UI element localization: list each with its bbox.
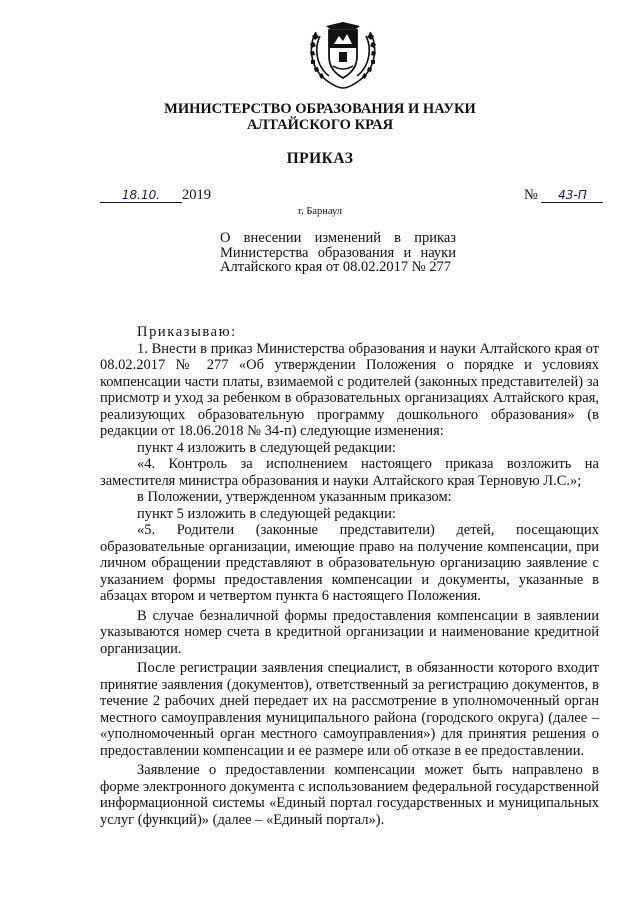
ministry-name-line-1: МИНИСТЕРСТВО ОБРАЗОВАНИЯ И НАУКИ [164, 101, 476, 117]
body-paragraph: «5. Родители (законные представители) детей, посещающих образовательные организации, имеющие право на получение компенсации, при личном обращении представляют в образовательную организацию заявление с указанием формы предоставления компенсации и документы, указанные в абзацах втором и четвертом пункта 6 настоящего Положения. [100, 522, 599, 604]
order-number [524, 187, 603, 204]
body-paragraph: В случае безналичной формы предоставления компенсации в заявлении указываются номер счета в кредитной организации и наименование кредитной организации. [100, 607, 599, 657]
ministry-name-line-2: АЛТАЙСКОГО КРАЯ [246, 117, 394, 133]
city-label: г. Барнаул [297, 206, 343, 217]
number-label: № [524, 187, 538, 203]
subject-line: О внесении изменений в приказ [220, 230, 456, 246]
order-date [100, 187, 211, 204]
body-paragraph: в Положении, утвержденном указанным приказом: [137, 489, 452, 505]
handwritten-number: 43-П [541, 189, 603, 203]
order-year: 2019 [182, 187, 211, 203]
body-paragraph: пункт 4 изложить в следующей редакции: [137, 439, 396, 456]
body-paragraph: 1. Внести в приказ Министерства образования и науки Алтайского края от 08.02.2017 № 277 «Об утверждении Положения о порядке и условиях компенсации части платы, взимаемой с родителей (законных представителей) за присмотр и уход за ребенком в образовательных организациях Алтайского края, реализующих образовательную программу дошкольного образования» (в редакции от 18.06.2018 № 34-п) следующие изменения: [100, 340, 599, 439]
body-paragraph: Заявление о предоставлении компенсации может быть направлено в форме электронного документа с использованием федеральной государственной информационной системы «Единый портал государственных и муниципальных услуг (функций)» (далее – «Единый портал»). [100, 762, 599, 828]
body-paragraph: После регистрации заявления специалист, в обязанности которого входит принятие заявления (документов), ответственный за регистрацию документов, в течение 2 рабочих дней передает их на рассмотрение в уполномоченный орган местного самоуправления муниципального района (городского округа) (далее – «уполномоченный орган местного самоуправления») для принятия решения о предоставлении компенсации и ее размере или об отказе в ее предоставлении. [100, 660, 599, 759]
body-paragraph: пункт 5 изложить в следующей редакции: [137, 505, 396, 522]
body-paragraph: «4. Контроль за исполнением настоящего приказа возложить на заместителя министра образования и науки Алтайского края Терновую Л.С.»; [100, 456, 599, 489]
subject-line: Алтайского края от 08.02.2017 № 277 [220, 259, 452, 275]
order-word: Приказываю: [137, 324, 237, 340]
coat-of-arms-emblem [304, 22, 382, 90]
document-title: ПРИКАЗ [286, 150, 354, 167]
handwritten-date: 18.10. [100, 189, 182, 203]
order-subject [220, 231, 456, 275]
subject-line: Министерства образования и науки [220, 244, 456, 261]
order-body [100, 324, 599, 828]
